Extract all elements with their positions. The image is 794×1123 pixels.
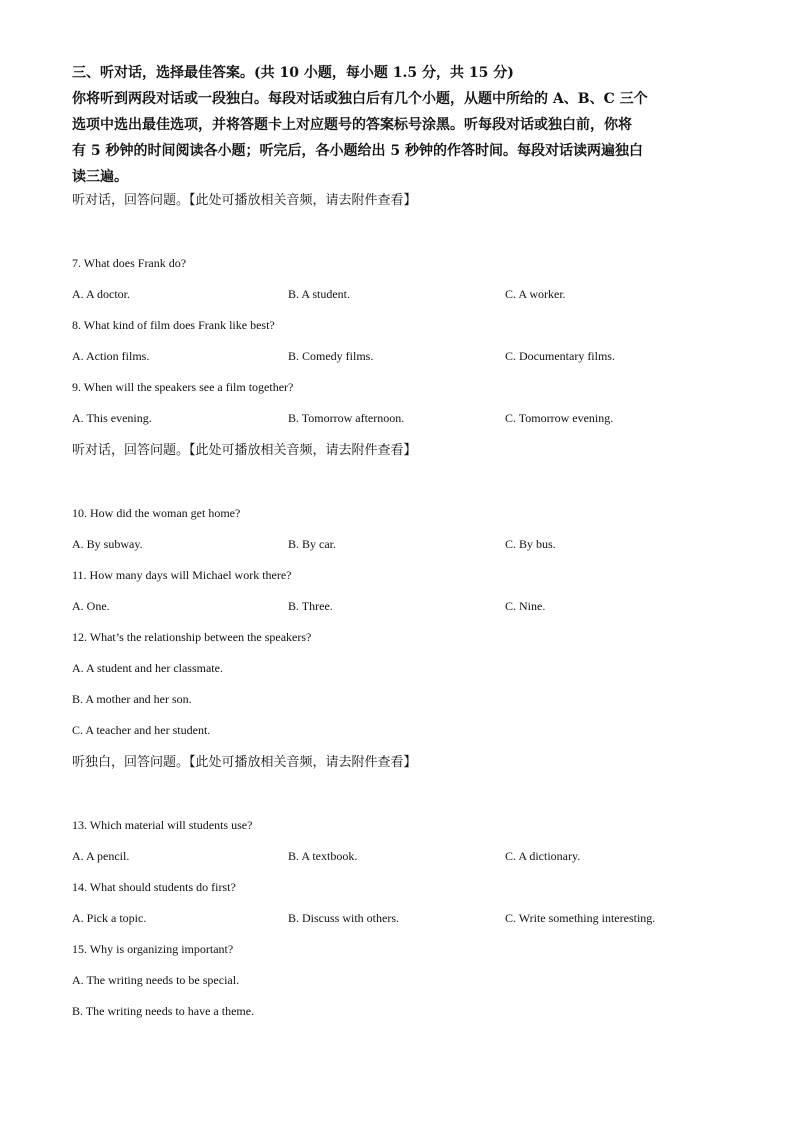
question-stem: 8. What kind of film does Frank like best? (72, 318, 275, 332)
option-b: B. Discuss with others. (288, 911, 399, 925)
option-c: C. A dictionary. (505, 849, 581, 863)
option-b: B. A student. (288, 287, 351, 301)
option-b: B. Comedy films. (288, 349, 374, 363)
question-stem: 14. What should students do first? (72, 880, 236, 894)
option-a: A. One. (72, 599, 110, 613)
option-b: B. A textbook. (288, 849, 358, 863)
option-c: C. Documentary films. (505, 349, 615, 363)
instruction-line: 读三遍。 (72, 169, 128, 185)
option-a: A. By subway. (72, 537, 143, 551)
option-b: B. A mother and her son. (72, 692, 192, 706)
audio-prompt-dialogue-1: 听对话，回答问题。【此处可播放相关音频，请去附件查看】 (72, 193, 417, 208)
section-instructions (72, 86, 724, 190)
instruction-line: 你将听到两段对话或一段独白。每段对话或独白后有几个小题，从题中所给的 A、B、C 三个 (72, 91, 648, 107)
option-c: C. A teacher and her student. (72, 723, 211, 737)
option-c: C. Tomorrow evening. (505, 411, 614, 425)
option-c: C. By bus. (505, 537, 556, 551)
question-stem: 13. Which material will students use? (72, 818, 253, 832)
option-b: B. Tomorrow afternoon. (288, 411, 405, 425)
option-c: C. Nine. (505, 599, 546, 613)
option-b: B. By car. (288, 537, 336, 551)
question-stem: 7. What does Frank do? (72, 256, 187, 270)
option-a: A. A pencil. (72, 849, 130, 863)
instruction-line: 选项中选出最佳选项，并将答题卡上对应题号的答案标号涂黑。听每段对话或独白前，你将 (72, 117, 632, 133)
option-a: A. Action films. (72, 349, 150, 363)
option-c: C. Write something interesting. (505, 911, 656, 925)
audio-prompt-monologue: 听独白，回答问题。【此处可播放相关音频，请去附件查看】 (72, 755, 417, 770)
option-c: C. A worker. (505, 287, 566, 301)
question-stem: 15. Why is organizing important? (72, 942, 234, 956)
option-b: B. The writing needs to have a theme. (72, 1004, 255, 1018)
question-stem: 11. How many days will Michael work there? (72, 568, 292, 582)
option-a: A. A doctor. (72, 287, 131, 301)
option-a: A. This evening. (72, 411, 152, 425)
option-b: B. Three. (288, 599, 333, 613)
audio-prompt-dialogue-2: 听对话，回答问题。【此处可播放相关音频，请去附件查看】 (72, 443, 417, 458)
option-a: A. The writing needs to be special. (72, 973, 240, 987)
option-a: A. A student and her classmate. (72, 661, 223, 675)
question-stem: 10. How did the woman get home? (72, 506, 241, 520)
section-title: 三、听对话，选择最佳答案。(共 10 小题，每小题 1.5 分，共 15 分) (72, 65, 514, 81)
instruction-line: 有 5 秒钟的时间阅读各小题；听完后，各小题给出 5 秒钟的作答时间。每段对话读两遍独白 (72, 143, 643, 159)
option-a: A. Pick a topic. (72, 911, 147, 925)
question-stem: 9. When will the speakers see a film together? (72, 380, 294, 394)
question-stem: 12. What’s the relationship between the speakers? (72, 630, 312, 644)
